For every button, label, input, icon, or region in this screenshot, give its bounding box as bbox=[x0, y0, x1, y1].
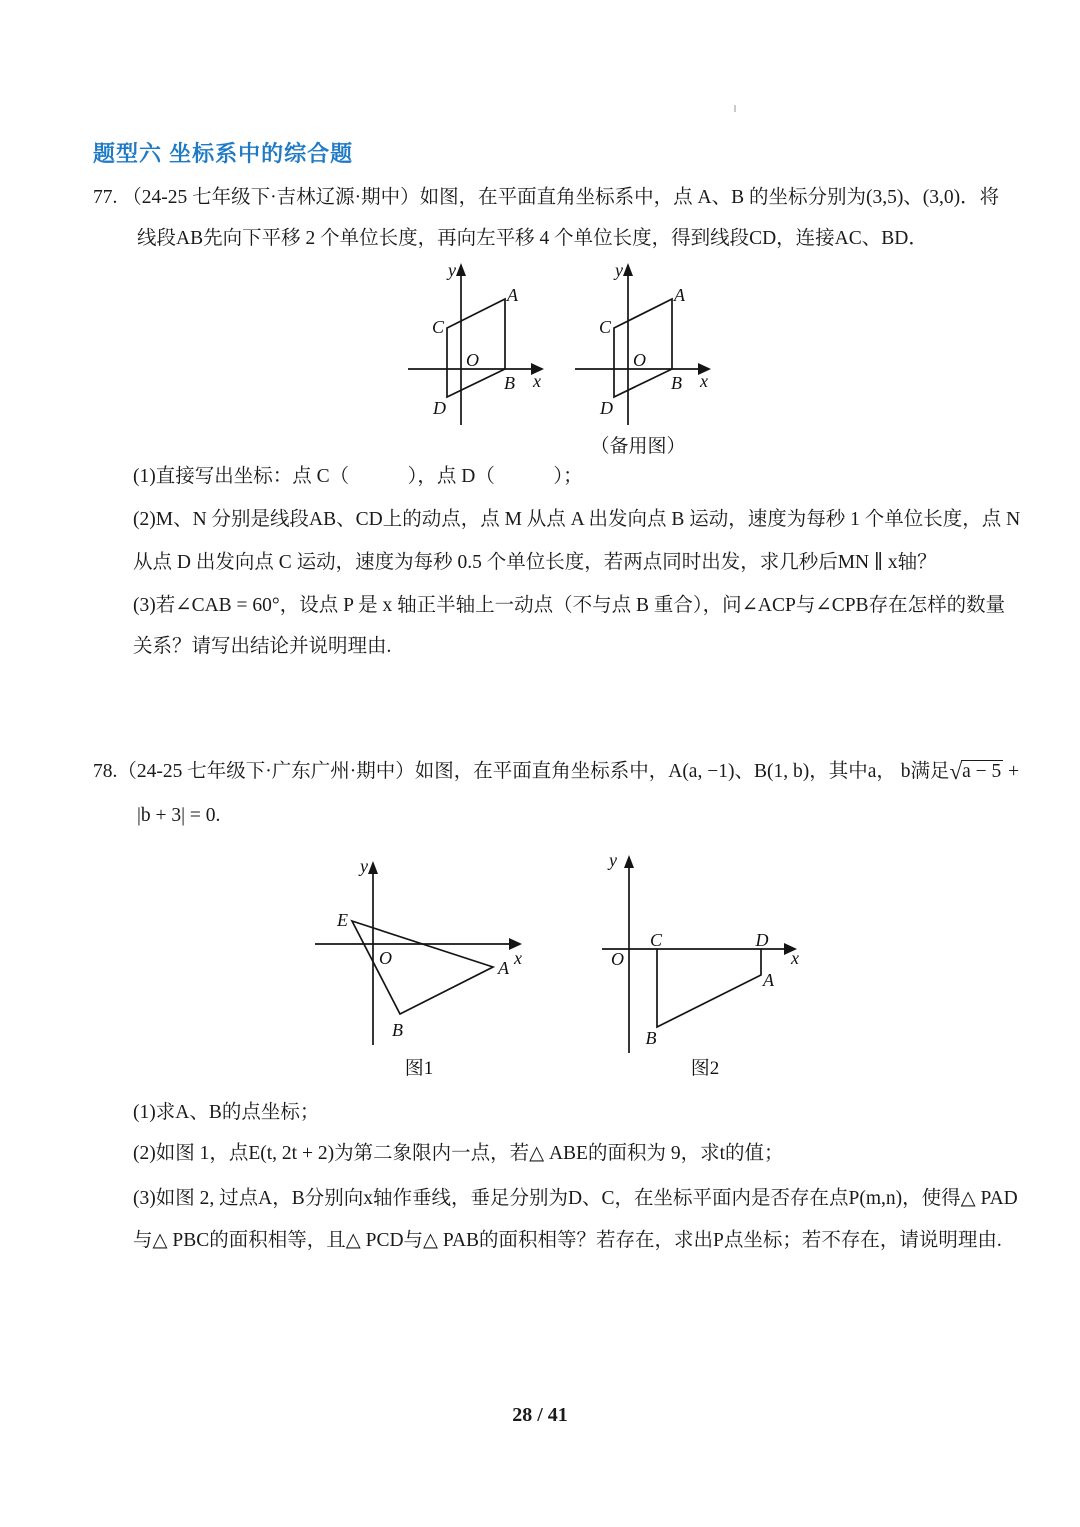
page-number: 28 / 41 bbox=[512, 1404, 568, 1426]
y-axis-arrow-icon bbox=[456, 263, 466, 276]
label-y: y bbox=[615, 260, 623, 280]
p78-line1 bbox=[93, 761, 1019, 783]
p77-q2-line1: (2)M、N 分别是线段AB、CD上的动点，点 M 从点 A 出发向点 B 运动，速度为每秒 1 个单位长度，点 N bbox=[133, 509, 1021, 530]
p77-q3-line1: (3)若∠CAB = 60°，设点 P 是 x 轴正半轴上一动点（不与点 B 重合），问∠ACP与∠CPB存在怎样的数量 bbox=[133, 595, 1006, 616]
label-o: O bbox=[611, 949, 624, 969]
label-a: A bbox=[763, 970, 774, 990]
label-o: O bbox=[379, 948, 392, 968]
figure-caption: （备用图） bbox=[590, 436, 686, 457]
trapezoid-cbad bbox=[657, 949, 761, 1027]
p77-figure-spare bbox=[567, 256, 727, 461]
p77-figure-main bbox=[400, 256, 560, 461]
label-b: B bbox=[392, 1020, 403, 1040]
p78-line2: |b + 3| = 0. bbox=[137, 805, 221, 826]
p77-line1: 77. （24-25 七年级下·吉林辽源·期中）如图，在平面直角坐标系中，点 A、B 的坐标分别为(3,5)、(3,0)．将 bbox=[93, 187, 1000, 208]
label-c: C bbox=[431, 317, 444, 337]
p78-q3-line2: 与△ PBC的面积相等，且△ PCD与△ PAB的面积相等？若存在，求出P点坐标；若不存在，请说明理由. bbox=[133, 1230, 1002, 1251]
label-x: x bbox=[700, 371, 708, 391]
figure-caption: 图1 bbox=[404, 1058, 434, 1079]
y-axis-arrow-icon bbox=[368, 861, 378, 874]
label-x: x bbox=[533, 371, 541, 391]
label-y: y bbox=[609, 850, 617, 870]
parallelogram-acbd bbox=[614, 299, 672, 397]
label-b: B bbox=[645, 1028, 657, 1048]
label-d: D bbox=[600, 398, 613, 418]
p78-line1-tail: + bbox=[1003, 761, 1020, 782]
label-o: O bbox=[466, 350, 479, 370]
label-e: E bbox=[337, 910, 348, 930]
radical-content: a − 5 bbox=[962, 761, 1002, 782]
p78-q3-line1: (3)如图 2, 过点A，B分别向x轴作垂线，垂足分别为D、C，在坐标平面内是否存在点P(m,n)，使得△ PAD bbox=[133, 1188, 1018, 1209]
p77-q2-line2: 从点 D 出发向点 C 运动，速度为每秒 0.5 个单位长度，若两点同时出发，求几秒后MN ∥ x轴？ bbox=[133, 552, 937, 573]
label-y: y bbox=[360, 856, 368, 876]
label-c: C bbox=[598, 317, 611, 337]
label-a: A bbox=[507, 285, 518, 305]
parallelogram-acbd bbox=[447, 299, 505, 397]
p77-line2: 线段AB先向下平移 2 个单位长度，再向左平移 4 个单位长度，得到线段CD，连接AC、BD． bbox=[137, 228, 928, 249]
label-c: C bbox=[649, 930, 663, 950]
y-axis-arrow-icon bbox=[624, 855, 634, 868]
label-x: x bbox=[514, 948, 522, 968]
label-d: D bbox=[755, 930, 769, 950]
p78-q2: (2)如图 1，点E(t, 2t + 2)为第二象限内一点，若△ ABE的面积为 9，求t的值； bbox=[133, 1143, 784, 1164]
label-x: x bbox=[791, 948, 799, 968]
p78-q1: (1)求A、B的点坐标； bbox=[133, 1102, 320, 1123]
label-a: A bbox=[498, 958, 509, 978]
stray-mark bbox=[734, 105, 736, 112]
p77-q3-line2: 关系？请写出结论并说明理由. bbox=[133, 636, 392, 657]
p78-figure-1 bbox=[300, 852, 535, 1080]
label-d: D bbox=[433, 398, 446, 418]
radical-sign: √ bbox=[949, 759, 963, 784]
section-heading: 题型六 坐标系中的综合题 bbox=[93, 141, 354, 166]
label-b: B bbox=[504, 373, 515, 393]
figure-caption: 图2 bbox=[690, 1058, 720, 1079]
p78-figure-2 bbox=[593, 846, 808, 1080]
label-a: A bbox=[674, 285, 685, 305]
label-b: B bbox=[671, 373, 682, 393]
label-y: y bbox=[448, 260, 456, 280]
label-o: O bbox=[633, 350, 646, 370]
p78-line1-text: 78.（24-25 七年级下·广东广州·期中）如图，在平面直角坐标系中，A(a, −1)、B(1, b)，其中a， b满足 bbox=[93, 761, 950, 782]
y-axis-arrow-icon bbox=[623, 263, 633, 276]
p77-q1: (1)直接写出坐标：点 C（ ），点 D（ ）； bbox=[133, 466, 583, 487]
